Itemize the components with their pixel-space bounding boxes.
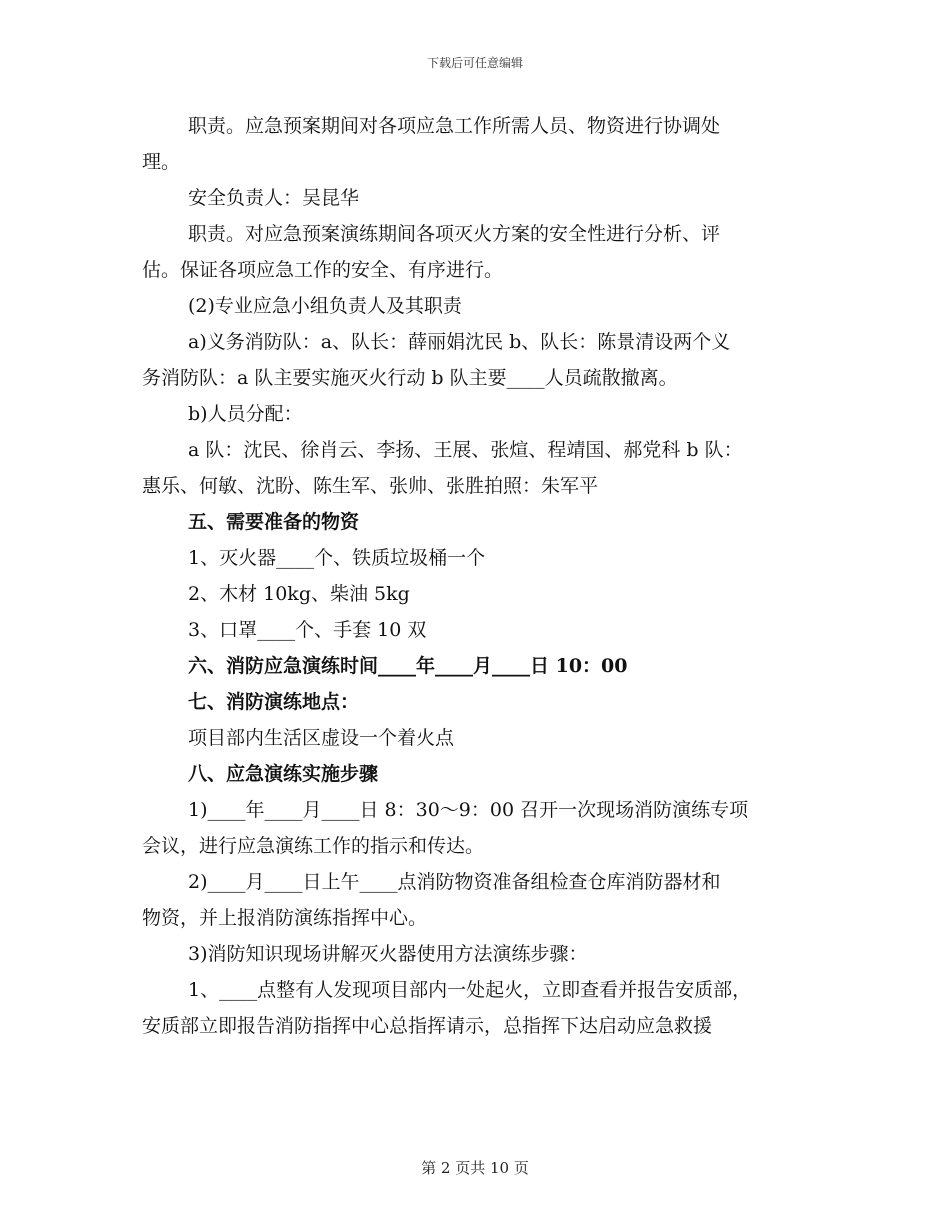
text-line: 1)____年____月____日 8：30～9：00 召开一次现场消防演练专项 xyxy=(188,799,749,821)
text-line: 职责。对应急预案演练期间各项灭火方案的安全性进行分析、评 xyxy=(188,223,721,245)
page-footer: 第 2 页共 10 页 xyxy=(421,1159,529,1177)
text-line: 3、口罩____个、手套 10 双 xyxy=(188,619,427,641)
text-line: b)人员分配： xyxy=(188,403,303,425)
text-line: (2)专业应急小组负责人及其职责 xyxy=(188,295,462,317)
text-line: 职责。应急预案期间对各项应急工作所需人员、物资进行协调处 xyxy=(188,115,721,137)
text-line: 估。保证各项应急工作的安全、有序进行。 xyxy=(142,259,504,281)
text-line: 会议，进行应急演练工作的指示和传达。 xyxy=(142,835,485,857)
text-line: 物资，并上报消防演练指挥中心。 xyxy=(142,907,428,929)
text-line: 惠乐、何敏、沈盼、陈生军、张帅、张胜拍照：朱军平 xyxy=(142,475,599,497)
text-line: 1、灭火器____个、铁质垃圾桶一个 xyxy=(188,547,486,569)
text-line: 项目部内生活区虚设一个着火点 xyxy=(188,727,455,749)
text-line: a)义务消防队：a、队长：薛丽娟沈民 b、队长：陈景清设两个义 xyxy=(188,331,731,353)
section-heading: 六、消防应急演练时间____年____月____日 10：00 xyxy=(188,655,628,677)
text-line: 理。 xyxy=(142,151,181,173)
page-header-note: 下载后可任意编辑 xyxy=(426,56,523,70)
section-heading: 五、需要准备的物资 xyxy=(188,511,360,533)
section-heading: 七、消防演练地点： xyxy=(188,691,360,713)
text-line: 2)____月____日上午____点消防物资准备组检查仓库消防器材和 xyxy=(188,871,721,893)
text-line: 安全负责人：吴昆华 xyxy=(188,187,360,209)
text-line: 安质部立即报告消防指挥中心总指挥请示，总指挥下达启动应急救援 xyxy=(142,1015,713,1037)
text-line: 1、____点整有人发现项目部内一处起火，立即查看并报告安质部， xyxy=(188,979,752,1001)
section-heading: 八、应急演练实施步骤 xyxy=(188,763,379,785)
text-line: 2、木材 10kg、柴油 5kg xyxy=(188,583,410,605)
text-line: a 队：沈民、徐肖云、李扬、王展、张煊、程靖国、郝党科 b 队： xyxy=(188,439,743,461)
text-line: 务消防队：a 队主要实施灭火行动 b 队主要____人员疏散撤离。 xyxy=(142,367,678,389)
text-line: 3)消防知识现场讲解灭火器使用方法演练步骤： xyxy=(188,943,588,965)
document-body xyxy=(142,108,810,1044)
